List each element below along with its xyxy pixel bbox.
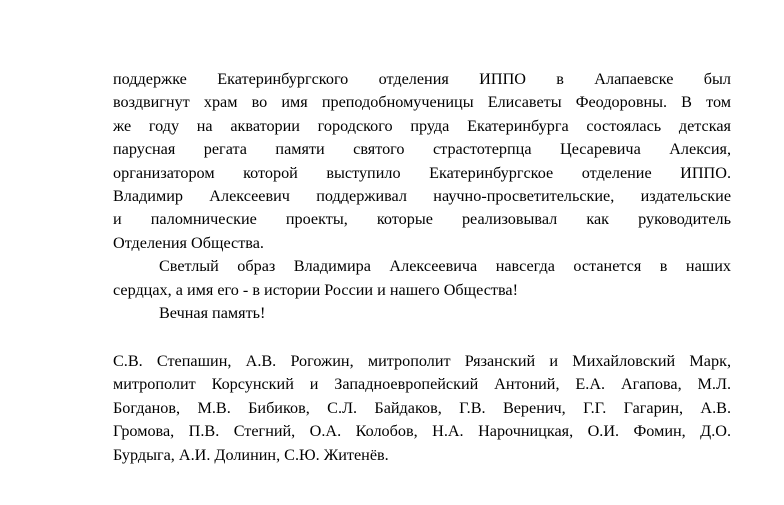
- body-line: поддержке Екатеринбургского отделения ИППО в Алапаевске был: [113, 70, 731, 88]
- signatory-line: Бурдыга, А.И. Долинин, С.Ю. Житенёв.: [113, 445, 389, 464]
- obituary-body: [113, 68, 731, 325]
- body-line: Отделения Общества.: [113, 233, 264, 252]
- body-line: парусная регата памяти святого страстотерпца Цесаревича Алексия,: [113, 140, 731, 159]
- signatory-line: Богданов, М.В. Бибиков, С.Л. Байдаков, Г.В. Веренич, Г.Г. Гагарин, А.В.: [113, 398, 731, 417]
- memorial-line: сердцах, а имя его - в истории России и нашего Общества!: [113, 280, 518, 299]
- memorial-line: Светлый образ Владимира Алексеевича навсегда останется в наших: [159, 257, 731, 276]
- body-line: и паломнические проекты, которые реализовывал как руководитель: [113, 210, 731, 229]
- body-line: организатором которой выступило Екатеринбургское отделение ИППО.: [113, 163, 731, 182]
- body-line: же году на акватории городского пруда Екатеринбурга состоялась детская: [113, 116, 731, 135]
- signatories-list: [113, 350, 731, 467]
- eternal-memory-line: Вечная память!: [159, 303, 266, 322]
- signatory-line: митрополит Корсунский и Западноевропейский Антоний, Е.А. Агапова, М.Л.: [113, 375, 731, 394]
- signatory-line: Громова, П.В. Стегний, О.А. Колобов, Н.А. Нарочницкая, О.И. Фомин, Д.О.: [113, 422, 731, 441]
- body-line: Владимир Алексеевич поддерживал научно-просветительские, издательские: [113, 186, 731, 205]
- signatory-line: С.В. Степашин, А.В. Рогожин, митрополит Рязанский и Михайловский Марк,: [113, 352, 731, 370]
- body-line: воздвигнут храм во имя преподобномученицы Елисаветы Феодоровны. В том: [113, 93, 731, 112]
